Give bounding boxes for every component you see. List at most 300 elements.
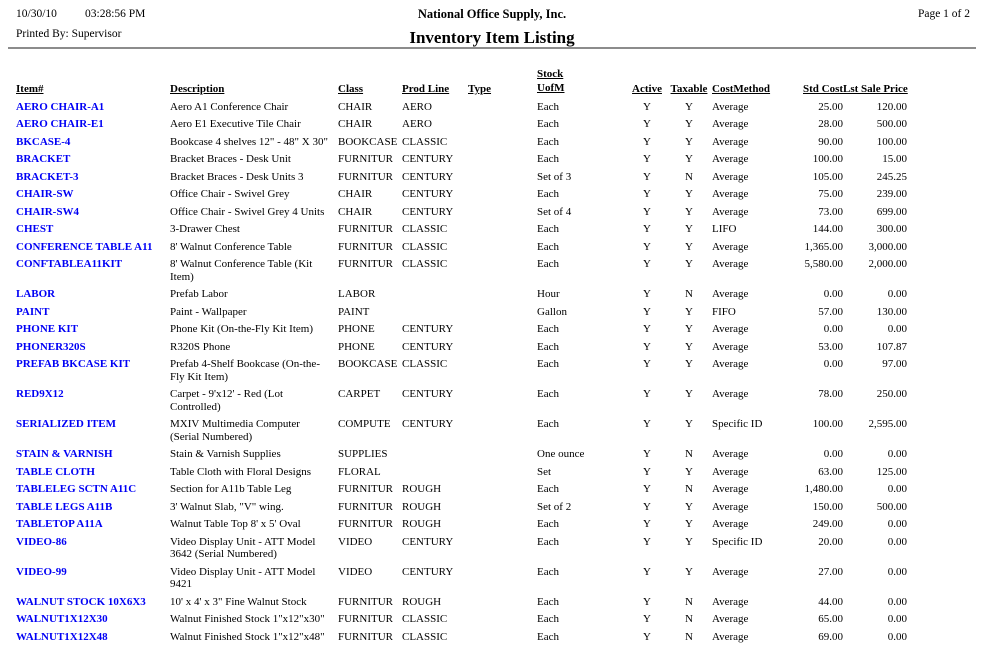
cell-costmethod: Specific ID [712,418,763,430]
cell-class: CARPET [338,388,381,400]
cell-active: Y [643,100,651,113]
cell-stdcost: 249.00 [812,518,843,530]
cell-stdcost: 0.00 [823,323,843,335]
cell-desc: Office Chair - Swivel Grey 4 Units [170,205,325,218]
cell-active: Y [643,170,651,183]
cell-item[interactable]: CONFERENCE TABLE A11 [16,240,153,253]
cell-type [468,628,537,646]
cell-costmethod: Average [712,288,749,300]
cell-stdcost: 1,365.00 [804,240,843,253]
company-name: National Office Supply, Inc. [417,7,567,21]
cell-desc: Bracket Braces - Desk Units 3 [170,170,304,183]
cell-prodline: CENTURY [402,418,454,430]
cell-uofm: Each [537,388,559,400]
cell-desc: Paint - Wallpaper [170,305,247,318]
table-row [16,256,907,286]
cell-item[interactable]: VIDEO-99 [16,565,67,578]
cell-active: Y [643,305,651,318]
cell-class: PAINT [338,305,370,318]
cell-class: FURNITUR [338,153,394,165]
cell-stdcost: 44.00 [818,595,843,608]
cell-type [468,321,537,339]
cell-active: Y [643,630,651,643]
cell-costmethod: Average [712,465,749,478]
cell-type [468,221,537,239]
column-header-prodline: Prod Line [402,83,450,95]
cell-uofm: Set of 3 [537,170,572,183]
column-header-stdcost: Std Cost [803,83,844,95]
cell-stdcost: 63.00 [818,465,843,478]
cell-type [468,498,537,516]
report-date: 10/30/10 [16,8,57,20]
cell-costmethod: Average [712,518,749,530]
cell-desc: Walnut Finished Stock 1"x12"x48" [170,630,325,643]
cell-type [468,593,537,611]
cell-item[interactable]: AERO CHAIR-A1 [16,100,105,113]
cell-type [468,611,537,629]
cell-prodline: ROUGH [402,500,442,513]
cell-stdcost: 20.00 [818,535,843,548]
cell-item[interactable]: CHAIR-SW4 [16,205,79,218]
cell-active: Y [643,388,651,400]
cell-lstsale: 500.00 [876,118,907,130]
cell-uofm: Each [537,135,559,148]
cell-desc: Video Display Unit - ATT Model 9421 [170,565,316,590]
cell-lstsale: 245.25 [876,170,907,183]
cell-desc: MXIV Multimedia Computer (Serial Numbered) [170,418,300,443]
table-row [16,563,907,593]
cell-stdcost: 144.00 [812,223,843,235]
cell-stdcost: 100.00 [812,418,843,430]
cell-prodline [402,286,468,304]
cell-type [468,133,537,151]
cell-uofm: Each [537,595,559,608]
column-header-lstsaleprice: Lst Sale Price [843,83,908,95]
cell-lstsale: 0.00 [887,518,907,530]
cell-class: LABOR [338,288,376,300]
cell-uofm: One ounce [537,448,585,460]
cell-desc: 8' Walnut Conference Table [170,240,292,253]
cell-taxable: Y [685,205,693,218]
cell-prodline: CLASSIC [402,258,448,270]
cell-type [468,186,537,204]
cell-item[interactable]: BRACKET-3 [16,170,79,183]
cell-item[interactable]: AERO CHAIR-E1 [16,118,104,130]
column-header-taxable: Taxable [670,83,708,95]
cell-stdcost: 1,480.00 [804,483,843,495]
cell-uofm: Each [537,518,559,530]
cell-costmethod: FIFO [712,305,736,318]
cell-costmethod: Average [712,240,749,253]
cell-type [468,386,537,416]
cell-taxable: Y [685,323,693,335]
cell-active: Y [643,258,651,270]
table-row [16,516,907,534]
column-header-description: Description [170,83,225,95]
cell-prodline: CLASSIC [402,135,448,148]
cell-prodline: CLASSIC [402,240,448,253]
cell-prodline: ROUGH [402,595,442,608]
cell-stdcost: 105.00 [812,170,843,183]
cell-active: Y [643,500,651,513]
cell-desc: R320S Phone [170,340,231,353]
table-row [16,338,907,356]
cell-item[interactable]: BKCASE-4 [16,135,71,148]
cell-item[interactable]: WALNUT STOCK 10X6X3 [16,595,146,608]
cell-prodline: ROUGH [402,518,442,530]
cell-stdcost: 0.00 [823,288,843,300]
cell-lstsale: 0.00 [887,595,907,608]
cell-desc: Aero A1 Conference Chair [170,100,289,113]
cell-desc: Bracket Braces - Desk Unit [170,153,291,165]
cell-stdcost: 69.00 [818,630,843,643]
cell-prodline: CENTURY [402,340,454,353]
cell-taxable: N [685,288,693,300]
table-row [16,498,907,516]
cell-desc: Carpet - 9'x12' - Red (Lot Controlled) [170,388,284,413]
cell-costmethod: Average [712,613,749,625]
cell-taxable: Y [685,118,693,130]
cell-desc: Phone Kit (On-the-Fly Kit Item) [170,323,313,335]
cell-costmethod: Average [712,448,749,460]
cell-costmethod: Average [712,358,749,370]
table-row [16,133,907,151]
cell-prodline: CENTURY [402,323,454,335]
inventory-table [16,58,907,646]
cell-active: Y [643,518,651,530]
cell-active: Y [643,118,651,130]
cell-costmethod: LIFO [712,223,737,235]
cell-uofm: Each [537,358,559,370]
cell-item[interactable]: TABLETOP A11A [16,518,103,530]
cell-uofm: Each [537,240,559,253]
table-row [16,533,907,563]
cell-class: FURNITUR [338,595,394,608]
cell-costmethod: Average [712,630,749,643]
cell-item[interactable]: PHONE KIT [16,323,79,335]
cell-type [468,168,537,186]
cell-uofm: Each [537,565,559,578]
cell-stdcost: 27.00 [818,565,843,578]
cell-prodline [402,303,468,321]
cell-lstsale: 250.00 [876,388,907,400]
cell-class: FURNITUR [338,630,394,643]
cell-desc: 3-Drawer Chest [170,223,240,235]
table-row [16,321,907,339]
cell-class: CHAIR [338,100,373,113]
cell-active: Y [643,340,651,353]
cell-taxable: N [685,630,693,643]
cell-active: Y [643,135,651,148]
cell-item[interactable]: CONFTABLEA11KIT [16,258,123,270]
table-row [16,481,907,499]
cell-class: CHAIR [338,118,373,130]
table-row [16,168,907,186]
cell-item[interactable]: LABOR [16,288,56,300]
table-row [16,203,907,221]
cell-item[interactable]: WALNUT1X12X48 [16,630,108,643]
cell-lstsale: 107.87 [876,340,907,353]
cell-costmethod: Average [712,118,749,130]
cell-costmethod: Specific ID [712,535,763,548]
cell-desc: Section for A11b Table Leg [170,483,292,495]
cell-active: Y [643,358,651,370]
table-row [16,356,907,386]
cell-taxable: Y [685,388,693,400]
cell-type [468,151,537,169]
table-row [16,116,907,134]
report-time: 03:28:56 PM [85,8,146,20]
cell-class: FURNITUR [338,258,394,270]
cell-type [468,338,537,356]
cell-costmethod: Average [712,205,749,218]
cell-item[interactable]: TABLE LEGS A11B [16,500,113,513]
cell-stdcost: 100.00 [812,153,843,165]
cell-active: Y [643,288,651,300]
cell-costmethod: Average [712,170,749,183]
cell-class: FURNITUR [338,483,394,495]
cell-type [468,238,537,256]
page-number: Page 1 of 2 [917,8,970,20]
table-row [16,186,907,204]
cell-desc: Stain & Varnish Supplies [170,448,281,460]
cell-taxable: Y [685,240,693,253]
column-header-type: Type [468,83,492,95]
cell-type [468,563,537,593]
cell-class: PHONE [338,340,375,353]
table-header [16,58,907,98]
cell-desc: 8' Walnut Conference Table (Kit Item) [170,258,313,283]
cell-uofm: Each [537,613,559,625]
cell-costmethod: Average [712,323,749,335]
cell-taxable: Y [685,418,693,430]
cell-class: FURNITUR [338,518,394,530]
cell-uofm: Each [537,323,559,335]
cell-active: Y [643,153,651,165]
table-row [16,98,907,116]
cell-type [468,203,537,221]
cell-lstsale: 699.00 [876,205,907,218]
table-row [16,416,907,446]
cell-prodline: CLASSIC [402,630,448,643]
cell-type [468,446,537,464]
table-row [16,446,907,464]
cell-class: CHAIR [338,188,373,200]
cell-lstsale: 125.00 [876,465,907,478]
cell-desc: Table Cloth with Floral Designs [170,465,311,478]
cell-uofm: Each [537,630,559,643]
cell-active: Y [643,595,651,608]
cell-type [468,416,537,446]
cell-uofm: Set of 2 [537,500,572,513]
cell-type [468,256,537,286]
cell-costmethod: Average [712,153,749,165]
cell-lstsale: 2,595.00 [868,418,907,430]
column-header-costmethod: CostMethod [712,83,771,95]
cell-lstsale: 0.00 [887,613,907,625]
cell-item[interactable]: STAIN & VARNISH [16,448,113,460]
cell-item[interactable]: SERIALIZED ITEM [16,418,116,430]
printed-by: Printed By: Supervisor [16,28,122,40]
cell-type [468,516,537,534]
cell-prodline: AERO [402,100,432,113]
cell-stdcost: 53.00 [818,340,843,353]
cell-prodline: CENTURY [402,170,454,183]
cell-uofm: Each [537,535,559,548]
cell-item[interactable]: VIDEO-86 [16,535,67,548]
column-header-stock-uofm: Stock UofM [537,68,565,94]
cell-taxable: Y [685,153,693,165]
cell-taxable: Y [685,188,693,200]
cell-item[interactable]: TABLE CLOTH [16,465,95,478]
cell-stdcost: 150.00 [812,500,843,513]
cell-uofm: Each [537,258,559,270]
cell-item[interactable]: CHAIR-SW [16,188,74,200]
cell-active: Y [643,188,651,200]
cell-type [468,303,537,321]
cell-prodline [402,446,468,464]
cell-item[interactable]: WALNUT1X12X30 [16,613,108,625]
cell-costmethod: Average [712,595,749,608]
cell-uofm: Each [537,418,559,430]
cell-active: Y [643,613,651,625]
cell-stdcost: 57.00 [818,305,843,318]
cell-prodline: AERO [402,118,432,130]
cell-stdcost: 65.00 [818,613,843,625]
cell-prodline [402,463,468,481]
cell-uofm: Set [537,465,552,478]
cell-lstsale: 0.00 [887,323,907,335]
cell-lstsale: 97.00 [882,358,907,370]
cell-prodline: CENTURY [402,205,454,218]
cell-lstsale: 15.00 [882,153,907,165]
cell-costmethod: Average [712,500,749,513]
cell-item[interactable]: PHONER320S [16,340,86,353]
cell-taxable: N [685,613,693,625]
cell-item[interactable]: PREFAB BKCASE KIT [16,358,131,370]
cell-class: BOOKCASE [338,135,398,148]
cell-type [468,286,537,304]
cell-class: VIDEO [338,565,373,578]
cell-active: Y [643,565,651,578]
cell-class: BOOKCASE [338,358,398,370]
cell-type [468,533,537,563]
cell-taxable: Y [685,258,693,270]
cell-class: COMPUTE [338,418,391,430]
report-title: Inventory Item Listing [409,28,575,47]
cell-taxable: N [685,595,693,608]
table-row [16,386,907,416]
cell-costmethod: Average [712,565,749,578]
table-row [16,628,907,646]
cell-uofm: Each [537,153,559,165]
cell-taxable: Y [685,535,693,548]
cell-active: Y [643,483,651,495]
cell-stdcost: 25.00 [818,100,843,113]
cell-uofm: Each [537,340,559,353]
cell-desc: Bookcase 4 shelves 12" - 48" X 30" [170,135,328,148]
header-divider [8,47,976,49]
cell-lstsale: 3,000.00 [868,240,907,253]
cell-uofm: Each [537,223,559,235]
cell-stdcost: 78.00 [818,388,843,400]
cell-item[interactable]: RED9X12 [16,388,64,400]
cell-taxable: Y [685,305,693,318]
column-header-active: Active [632,83,662,95]
cell-desc: Walnut Finished Stock 1"x12"x30" [170,613,325,625]
cell-desc: Aero E1 Executive Tile Chair [170,118,301,130]
cell-desc: Prefab Labor [170,288,228,300]
cell-lstsale: 0.00 [887,483,907,495]
cell-costmethod: Average [712,135,749,148]
cell-uofm: Each [537,483,559,495]
cell-prodline: CENTURY [402,535,454,548]
cell-uofm: Each [537,188,559,200]
cell-uofm: Set of 4 [537,205,572,218]
cell-active: Y [643,448,651,460]
cell-desc: Prefab 4-Shelf Bookcase (On-the-Fly Kit Item) [170,358,320,383]
cell-uofm: Hour [537,288,560,300]
cell-lstsale: 0.00 [887,288,907,300]
table-row [16,611,907,629]
cell-class: PHONE [338,323,375,335]
cell-type [468,356,537,386]
cell-costmethod: Average [712,258,749,270]
cell-prodline: CLASSIC [402,223,448,235]
cell-taxable: Y [685,565,693,578]
cell-item[interactable]: PAINT [16,305,50,318]
cell-type [468,481,537,499]
cell-desc: Office Chair - Swivel Grey [170,188,290,200]
cell-costmethod: Average [712,483,749,495]
cell-taxable: Y [685,465,693,478]
cell-class: FURNITUR [338,223,394,235]
cell-desc: Video Display Unit - ATT Model 3642 (Serial Numbered) [170,535,316,560]
cell-taxable: Y [685,518,693,530]
cell-lstsale: 0.00 [887,565,907,578]
cell-taxable: Y [685,223,693,235]
cell-active: Y [643,418,651,430]
table-row [16,593,907,611]
cell-active: Y [643,240,651,253]
cell-prodline: ROUGH [402,483,442,495]
table-row [16,286,907,304]
cell-costmethod: Average [712,100,749,113]
cell-lstsale: 120.00 [876,100,907,113]
cell-taxable: Y [685,100,693,113]
cell-type [468,116,537,134]
cell-item[interactable]: CHEST [16,223,54,235]
cell-lstsale: 2,000.00 [868,258,907,270]
cell-class: FURNITUR [338,613,394,625]
cell-item[interactable]: TABLELEG SCTN A11C [16,483,137,495]
cell-stdcost: 5,580.00 [804,258,843,270]
cell-prodline: CENTURY [402,388,454,400]
cell-prodline: CENTURY [402,565,454,578]
cell-class: FURNITUR [338,500,394,513]
column-header-item: Item# [16,83,44,95]
cell-costmethod: Average [712,388,749,400]
cell-active: Y [643,205,651,218]
cell-class: FURNITUR [338,170,394,183]
cell-lstsale: 500.00 [876,500,907,513]
cell-taxable: Y [685,500,693,513]
cell-type [468,98,537,116]
cell-item[interactable]: BRACKET [16,153,71,165]
cell-stdcost: 0.00 [823,448,843,460]
cell-taxable: Y [685,135,693,148]
cell-desc: 3' Walnut Slab, "V" wing. [170,500,284,513]
